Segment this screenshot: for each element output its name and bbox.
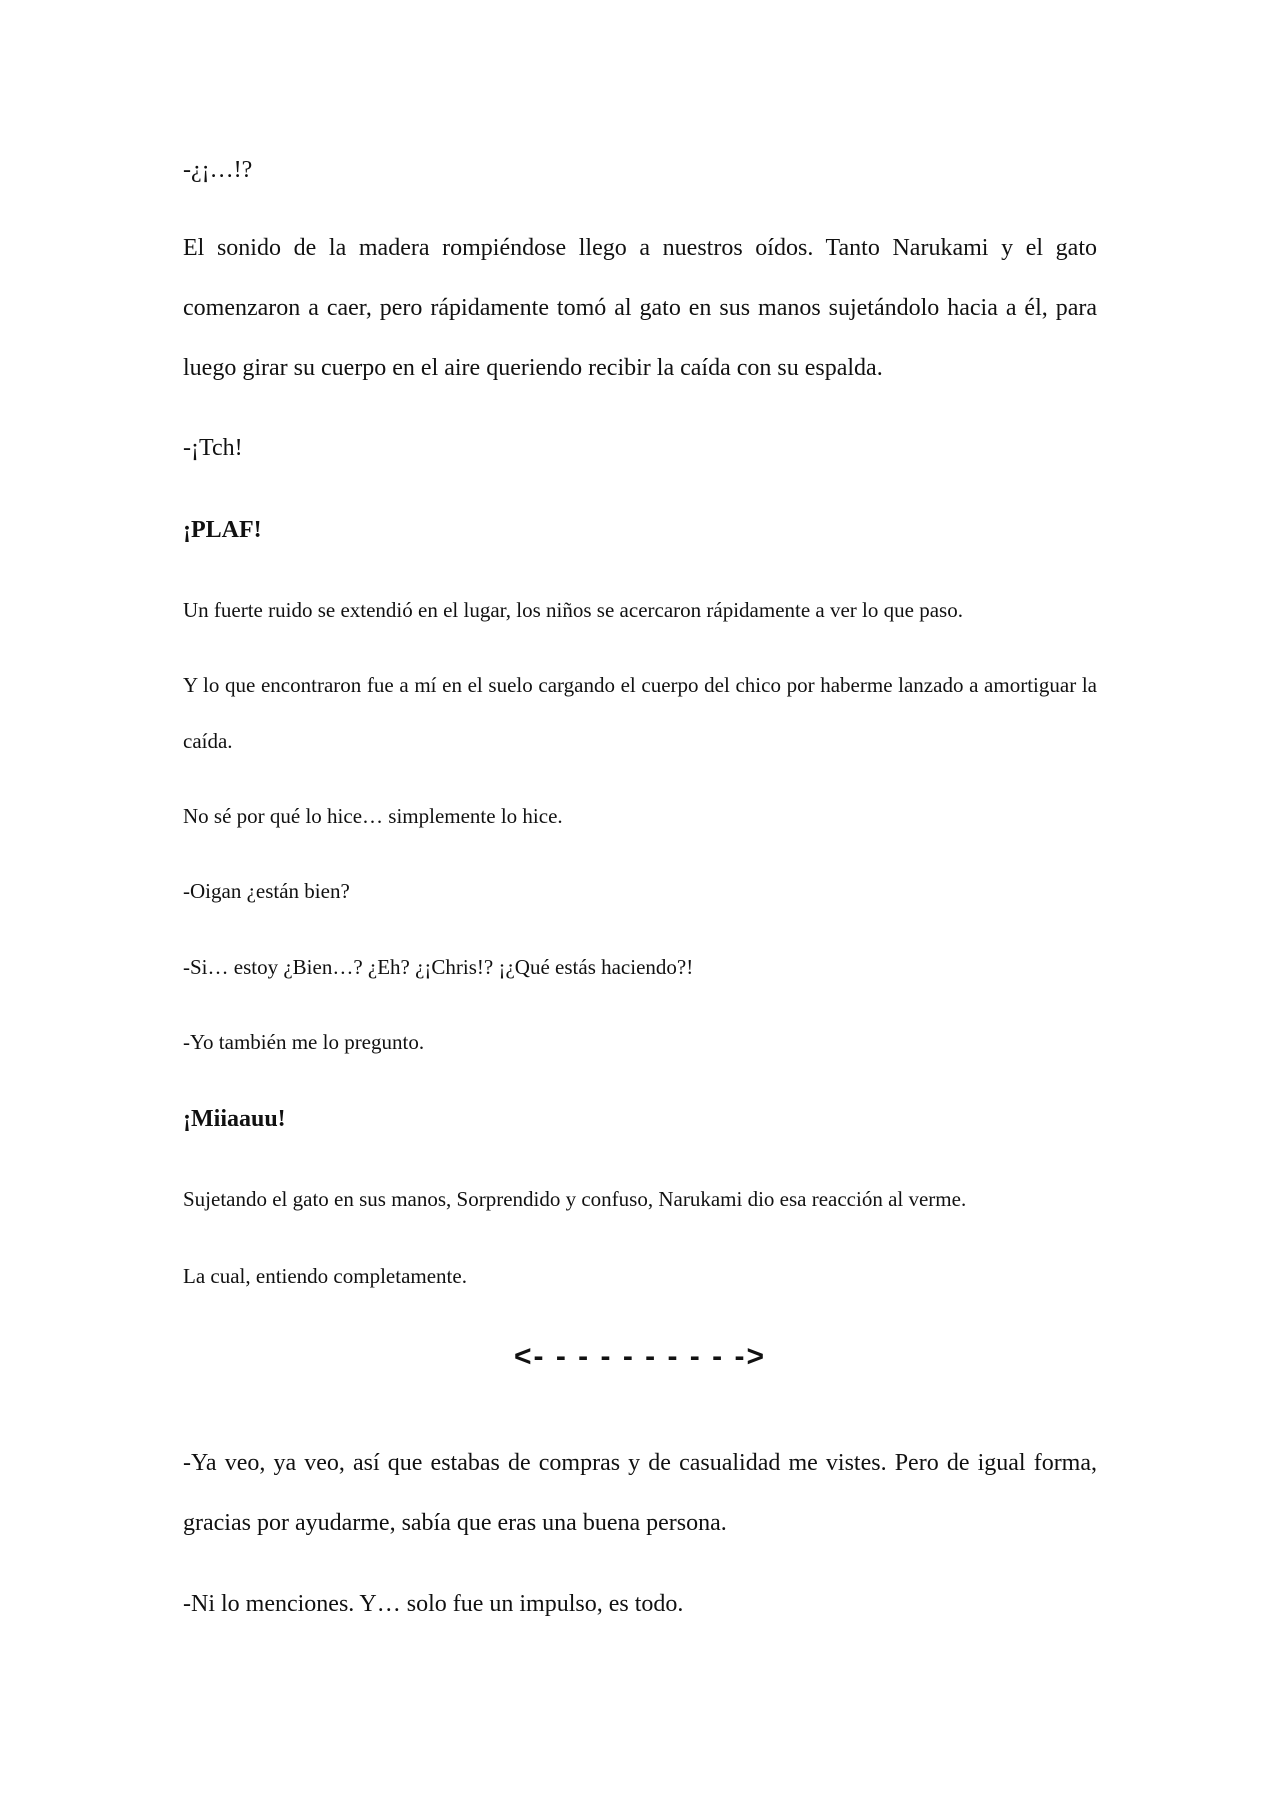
narration-paragraph: No sé por qué lo hice… simplemente lo hice. xyxy=(183,804,563,828)
narration-paragraph: Un fuerte ruido se extendió en el lugar, los niños se acercaron rápidamente a ver lo que paso. xyxy=(183,598,963,622)
dialogue-line: -¡Tch! xyxy=(183,435,243,461)
narration-paragraph: El sonido de la madera rompiéndose llego a nuestros oídos. Tanto Narukami y el gato comenzaron a caer, pero rápidamente tomó al gato en sus manos sujetándolo hacia a él, para luego girar su cuerpo en el aire queriendo recibir la caída con su espalda. xyxy=(183,235,1097,381)
narration-paragraph: La cual, entiendo completamente. xyxy=(183,1264,467,1288)
dialogue-line: -¿¡…!? xyxy=(183,157,253,183)
dialogue-line: -Ya veo, ya veo, así que estabas de compras y de casualidad me vistes. Pero de igual forma, gracias por ayudarme, sabía que eras una buena persona. xyxy=(183,1450,1097,1536)
dialogue-line: -Yo también me lo pregunto. xyxy=(183,1030,425,1054)
dialogue-line: -Oigan ¿están bien? xyxy=(183,879,350,903)
sound-effect: ¡PLAF! xyxy=(183,517,262,543)
document-page xyxy=(183,0,1097,1810)
narration-paragraph: Sujetando el gato en sus manos, Sorprendido y confuso, Narukami dio esa reacción al verme. xyxy=(183,1187,967,1211)
dialogue-line: -Ni lo menciones. Y… solo fue un impulso, es todo. xyxy=(183,1591,684,1617)
scene-separator: <- - - - - - - - - -> xyxy=(514,1340,766,1373)
dialogue-line: -Si… estoy ¿Bien…? ¿Eh? ¿¡Chris!? ¡¿Qué estás haciendo?! xyxy=(183,955,694,979)
narration-paragraph: Y lo que encontraron fue a mí en el suelo cargando el cuerpo del chico por haberme lanzado a amortiguar la caída. xyxy=(183,673,1097,753)
sound-effect: ¡Miiaauu! xyxy=(183,1106,286,1132)
